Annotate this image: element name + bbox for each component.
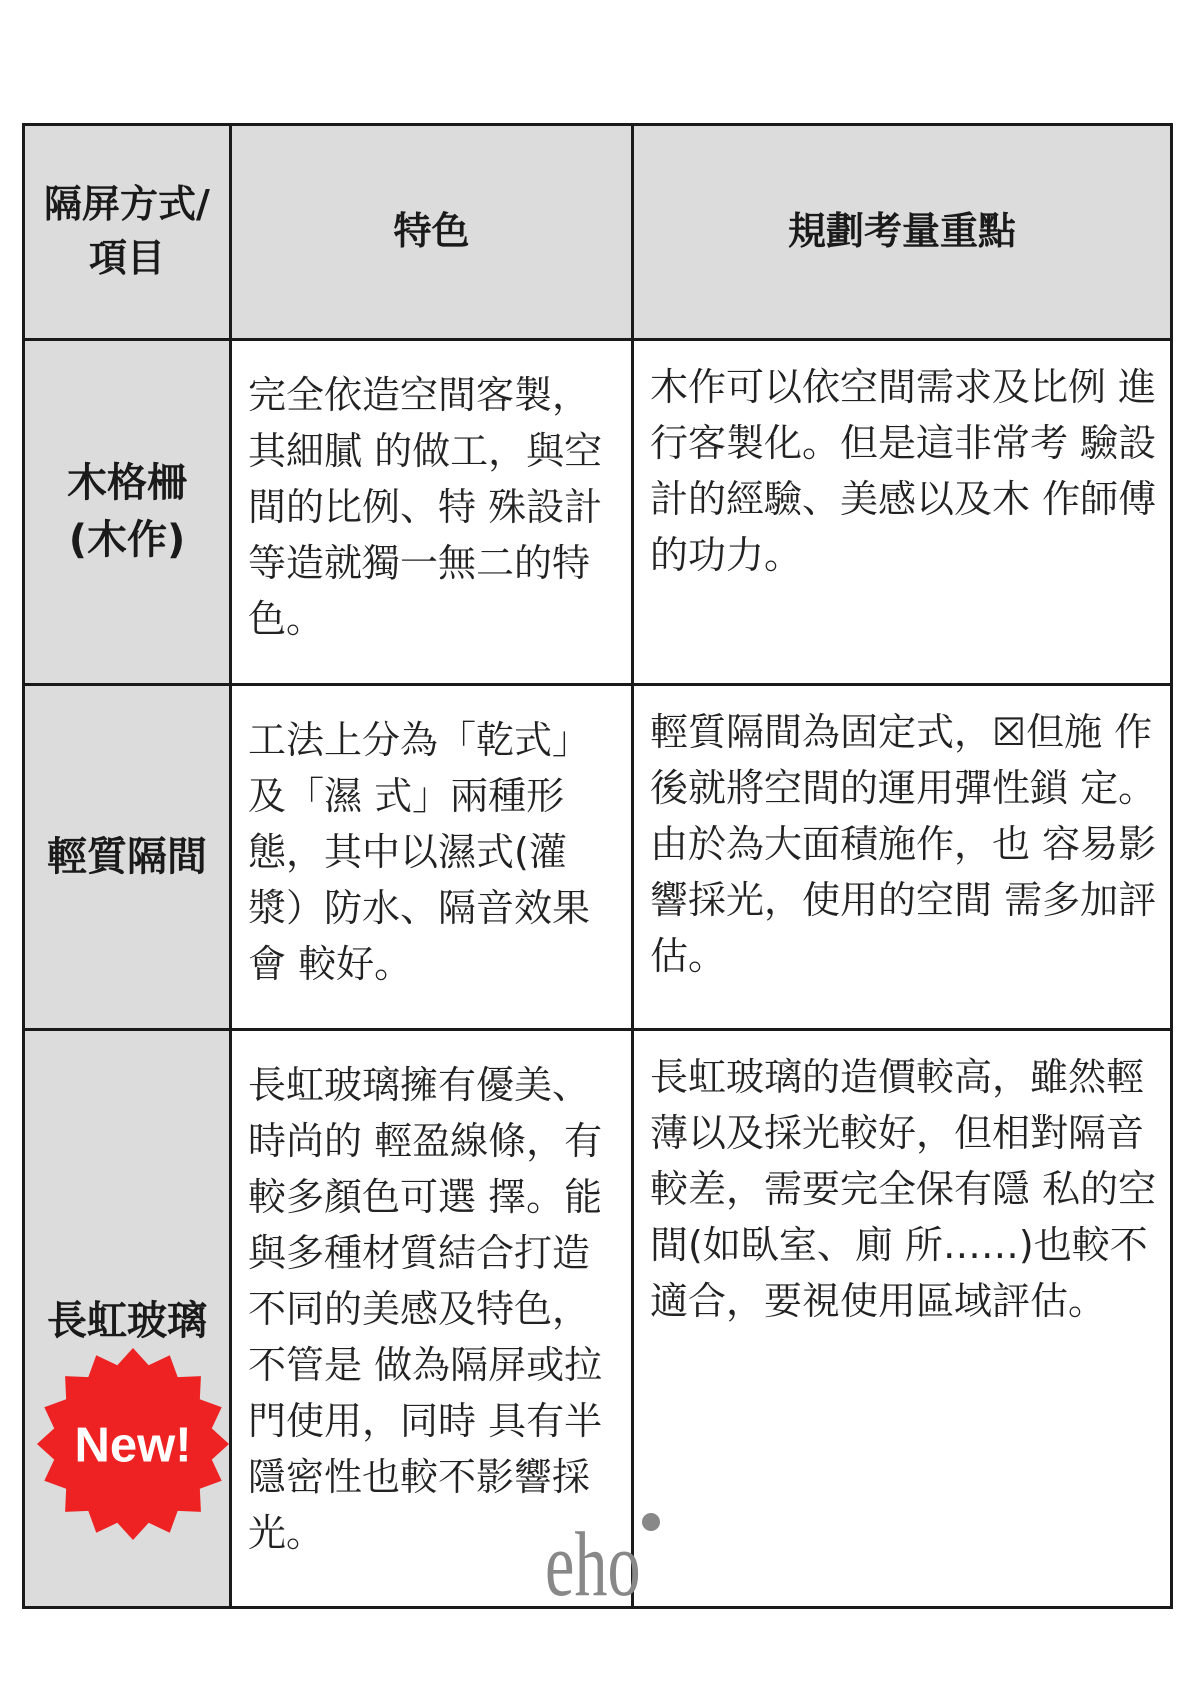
eho-logo xyxy=(545,1500,665,1605)
planning-cell: 輕質隔間為固定式，☒但施 作後就將空間的運用彈性鎖 定。由於為大面積施作，也 容易影響採光，使用的空間 需多加評估。 xyxy=(633,685,1172,1030)
table-row xyxy=(24,685,1172,1030)
header-planning: 規劃考量重點 xyxy=(633,125,1172,340)
feature-cell: 長虹玻璃擁有優美、時尚的 輕盈線條，有較多顏色可選 擇。能與多種材質結合打造不同的美感及特色，不管是 做為隔屏或拉門使用，同時 具有半隱密性也較不影響採光。 xyxy=(231,1030,633,1608)
feature-cell: 完全依造空間客製，其細膩 的做工，與空間的比例、特 殊設計等造就獨一無二的特色。 xyxy=(231,340,633,685)
header-item: 隔屏方式/ 項目 xyxy=(24,125,231,340)
planning-cell: 木作可以依空間需求及比例 進行客製化。但是這非常考 驗設計的經驗、美感以及木 作師傅的功力。 xyxy=(633,340,1172,685)
row-name-glass-cell xyxy=(24,1030,231,1608)
logo-text: eho xyxy=(545,1514,641,1605)
row-name-glass: 長虹玻璃 xyxy=(47,1298,207,1344)
new-badge-text: New! xyxy=(74,1418,192,1473)
header-feature: 特色 xyxy=(231,125,633,340)
planning-cell: 長虹玻璃的造價較高，雖然輕薄以及採光較好，但相對隔音較差，需要完全保有隱 私的空間(如臥室、廁 所……)也較不適合，要視使用區域評估。 xyxy=(633,1030,1172,1608)
comparison-table xyxy=(22,123,1173,1609)
row-name-wood: 木格柵 (木作) xyxy=(24,340,231,685)
new-badge xyxy=(35,1346,231,1542)
feature-cell: 工法上分為「乾式」及「濕 式」兩種形態，其中以濕式(灌漿）防水、隔音效果會 較好。 xyxy=(231,685,633,1030)
row-name-light: 輕質隔間 xyxy=(24,685,231,1030)
table-row xyxy=(24,340,1172,685)
logo-dot xyxy=(642,1513,660,1531)
header-row xyxy=(24,125,1172,340)
